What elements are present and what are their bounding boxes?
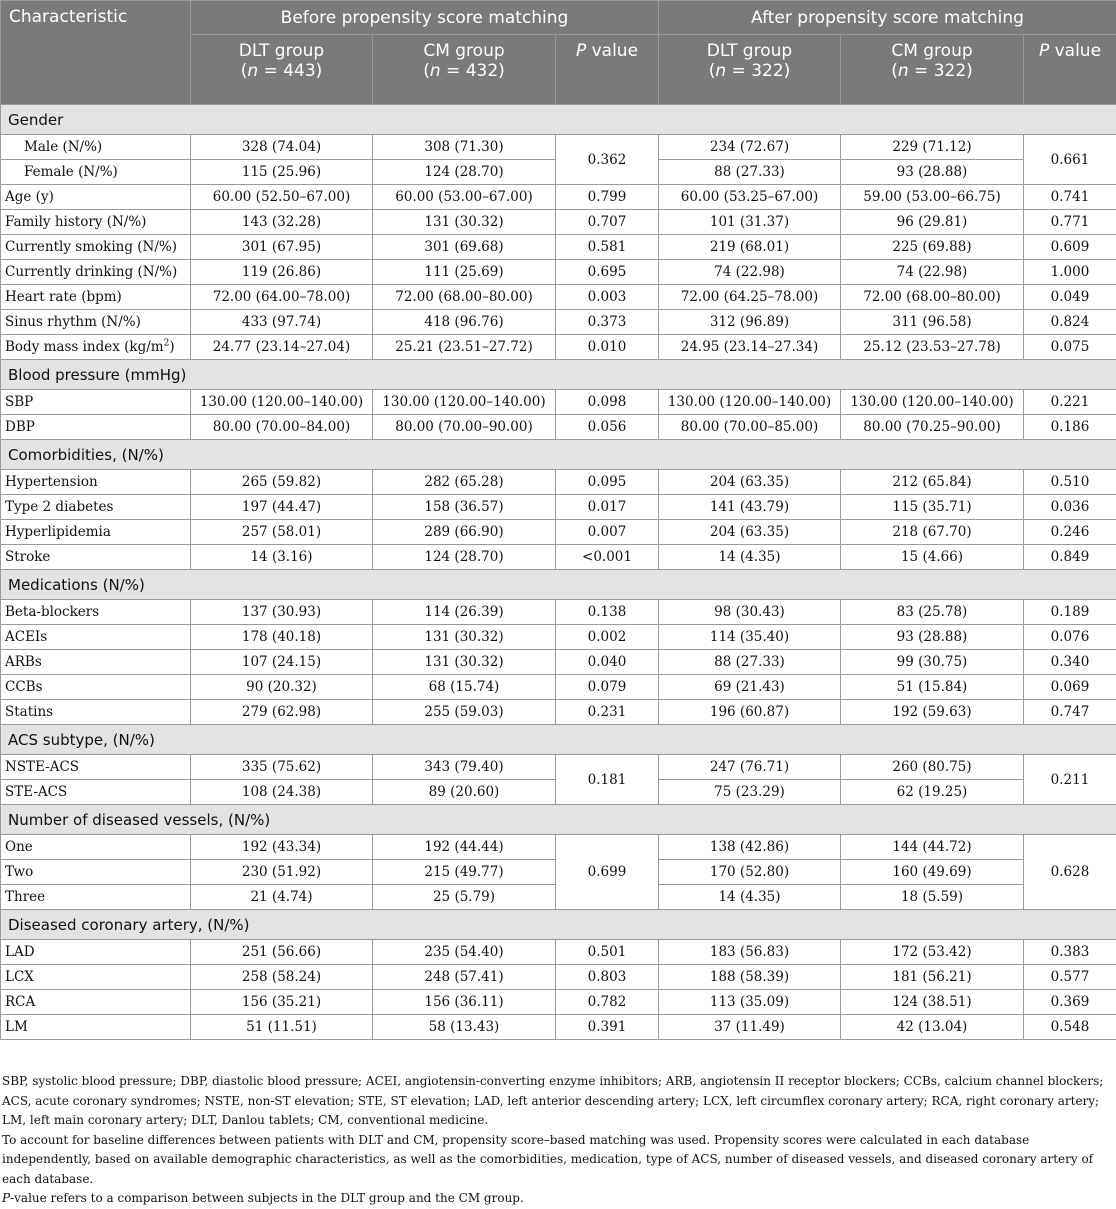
after-p-value-cell: 0.075 — [1024, 335, 1116, 360]
before-cm-cell: 289 (66.90) — [373, 520, 556, 545]
before-cm-cell: 111 (25.69) — [373, 260, 556, 285]
after-dlt-cell: 101 (31.37) — [659, 210, 841, 235]
row-label — [1, 835, 191, 860]
table-row — [1, 285, 1116, 310]
before-cm-cell: 131 (30.32) — [373, 650, 556, 675]
before-p-value-cell: 0.581 — [556, 235, 659, 260]
after-cm-cell: 311 (96.58) — [841, 310, 1024, 335]
section-row — [1, 910, 1116, 940]
before-dlt-cell: 60.00 (52.50–67.00) — [191, 185, 373, 210]
after-cm-cell: 74 (22.98) — [841, 260, 1024, 285]
after-dlt-cell: 114 (35.40) — [659, 625, 841, 650]
before-cm-cell: 215 (49.77) — [373, 860, 556, 885]
row-label — [1, 335, 191, 360]
cm-group-label: CM group — [891, 41, 972, 61]
p-symbol: P — [576, 41, 586, 61]
header-before-matching: Before propensity score matching — [191, 1, 659, 35]
before-p-value-cell: 0.391 — [556, 1015, 659, 1040]
table-row — [1, 990, 1116, 1015]
after-p-value-cell: 0.221 — [1024, 390, 1116, 415]
after-dlt-cell: 138 (42.86) — [659, 835, 841, 860]
row-label-text: LCX — [5, 969, 34, 985]
after-cm-cell: 172 (53.42) — [841, 940, 1024, 965]
before-dlt-cell: 130.00 (120.00–140.00) — [191, 390, 373, 415]
row-label-text: Three — [5, 889, 45, 905]
header-after-cm: CM group (n = 322) — [841, 35, 1024, 105]
before-dlt-cell: 197 (44.47) — [191, 495, 373, 520]
after-cm-cell: 62 (19.25) — [841, 780, 1024, 805]
after-p-value-cell: 0.747 — [1024, 700, 1116, 725]
header-before-dlt: DLT group (n = 443) — [191, 35, 373, 105]
after-dlt-cell: 60.00 (53.25–67.00) — [659, 185, 841, 210]
after-dlt-cell: 24.95 (23.14–27.34) — [659, 335, 841, 360]
table-row — [1, 390, 1116, 415]
row-label-text: Family history (N/%) — [5, 214, 146, 230]
before-dlt-cell: 107 (24.15) — [191, 650, 373, 675]
p-symbol: P — [1039, 41, 1049, 61]
row-label — [1, 470, 191, 495]
before-p-value-cell: <0.001 — [556, 545, 659, 570]
after-cm-cell: 229 (71.12) — [841, 135, 1024, 160]
row-label — [1, 755, 191, 780]
row-label — [1, 1015, 191, 1040]
after-cm-cell: 72.00 (68.00–80.00) — [841, 285, 1024, 310]
before-dlt-cell: 257 (58.01) — [191, 520, 373, 545]
after-dlt-cell: 219 (68.01) — [659, 235, 841, 260]
table-row — [1, 260, 1116, 285]
after-cm-cell: 218 (67.70) — [841, 520, 1024, 545]
table-header — [1, 1, 1116, 105]
after-dlt-cell: 14 (4.35) — [659, 545, 841, 570]
after-cm-cell: 260 (80.75) — [841, 755, 1024, 780]
after-dlt-cell: 204 (63.35) — [659, 520, 841, 545]
table-row — [1, 650, 1116, 675]
before-dlt-cell: 433 (97.74) — [191, 310, 373, 335]
after-dlt-cell: 141 (43.79) — [659, 495, 841, 520]
row-label — [1, 965, 191, 990]
after-cm-cell: 144 (44.72) — [841, 835, 1024, 860]
after-dlt-cell: 188 (58.39) — [659, 965, 841, 990]
after-p-value-cell: 0.211 — [1024, 755, 1116, 805]
after-cm-cell: 42 (13.04) — [841, 1015, 1024, 1040]
before-dlt-cell: 51 (11.51) — [191, 1015, 373, 1040]
header-after-p — [1024, 35, 1116, 105]
after-dlt-cell: 113 (35.09) — [659, 990, 841, 1015]
row-label-text: Hypertension — [5, 474, 98, 490]
before-cm-cell: 343 (79.40) — [373, 755, 556, 780]
after-dlt-cell: 14 (4.35) — [659, 885, 841, 910]
after-cm-cell: 93 (28.88) — [841, 625, 1024, 650]
after-dlt-cell: 170 (52.80) — [659, 860, 841, 885]
row-label — [1, 160, 191, 185]
before-p-value-cell: 0.007 — [556, 520, 659, 545]
row-label-text: Hyperlipidemia — [5, 524, 111, 540]
n-symbol: n — [715, 61, 726, 81]
before-cm-cell: 124 (28.70) — [373, 160, 556, 185]
before-cm-cell: 80.00 (70.00–90.00) — [373, 415, 556, 440]
section-title: Comorbidities, (N/%) — [1, 440, 1116, 470]
before-dlt-cell: 156 (35.21) — [191, 990, 373, 1015]
after-p-value-cell: 0.076 — [1024, 625, 1116, 650]
table-row — [1, 675, 1116, 700]
table-row — [1, 310, 1116, 335]
after-p-value-cell: 0.186 — [1024, 415, 1116, 440]
before-dlt-cell: 279 (62.98) — [191, 700, 373, 725]
row-label — [1, 390, 191, 415]
header-before-p — [556, 35, 659, 105]
after-dlt-cell: 74 (22.98) — [659, 260, 841, 285]
section-title: Diseased coronary artery, (N/%) — [1, 910, 1116, 940]
after-p-value-cell: 0.824 — [1024, 310, 1116, 335]
n-symbol: n — [430, 61, 441, 81]
before-p-value-cell: 0.002 — [556, 625, 659, 650]
after-p-value-cell: 0.036 — [1024, 495, 1116, 520]
before-dlt-cell: 178 (40.18) — [191, 625, 373, 650]
before-cm-cell: 25.21 (23.51–27.72) — [373, 335, 556, 360]
after-dlt-cell: 234 (72.67) — [659, 135, 841, 160]
before-cm-cell: 114 (26.39) — [373, 600, 556, 625]
cm-group-label: CM group — [423, 41, 504, 61]
section-title: Blood pressure (mmHg) — [1, 360, 1116, 390]
after-dlt-cell: 98 (30.43) — [659, 600, 841, 625]
header-characteristic: Characteristic — [1, 1, 191, 105]
before-dlt-cell: 328 (74.04) — [191, 135, 373, 160]
table-row — [1, 625, 1116, 650]
before-cm-cell: 301 (69.68) — [373, 235, 556, 260]
row-label-text: SBP — [5, 394, 33, 410]
after-dlt-cell: 72.00 (64.25–78.00) — [659, 285, 841, 310]
row-label-text: Female (N/%) — [24, 164, 118, 180]
before-cm-cell: 156 (36.11) — [373, 990, 556, 1015]
section-title: Medications (N/%) — [1, 570, 1116, 600]
after-dlt-cell: 37 (11.49) — [659, 1015, 841, 1040]
table-row — [1, 210, 1116, 235]
after-p-value-cell: 0.741 — [1024, 185, 1116, 210]
table-row — [1, 135, 1116, 160]
row-label — [1, 260, 191, 285]
before-dlt-cell: 14 (3.16) — [191, 545, 373, 570]
p-value-label: value — [1049, 41, 1101, 61]
row-label-text: Male (N/%) — [24, 139, 102, 155]
row-label — [1, 600, 191, 625]
n-before-cm: = 432) — [441, 61, 505, 81]
before-p-value-cell: 0.017 — [556, 495, 659, 520]
table-row — [1, 755, 1116, 780]
before-cm-cell: 282 (65.28) — [373, 470, 556, 495]
row-label-text: Stroke — [5, 549, 50, 565]
before-p-value-cell: 0.362 — [556, 135, 659, 185]
row-label — [1, 860, 191, 885]
before-cm-cell: 131 (30.32) — [373, 625, 556, 650]
table-row — [1, 415, 1116, 440]
after-p-value-cell: 0.246 — [1024, 520, 1116, 545]
before-p-value-cell: 0.098 — [556, 390, 659, 415]
after-dlt-cell: 88 (27.33) — [659, 650, 841, 675]
row-label — [1, 185, 191, 210]
after-p-value-cell: 0.609 — [1024, 235, 1116, 260]
before-dlt-cell: 80.00 (70.00–84.00) — [191, 415, 373, 440]
before-cm-cell: 89 (20.60) — [373, 780, 556, 805]
after-p-value-cell: 0.577 — [1024, 965, 1116, 990]
before-cm-cell: 308 (71.30) — [373, 135, 556, 160]
row-label-text: Heart rate (bpm) — [5, 289, 122, 305]
before-p-value-cell: 0.040 — [556, 650, 659, 675]
row-label — [1, 625, 191, 650]
before-p-value-cell: 0.095 — [556, 470, 659, 495]
before-cm-cell: 58 (13.43) — [373, 1015, 556, 1040]
before-dlt-cell: 258 (58.24) — [191, 965, 373, 990]
before-p-value-cell: 0.373 — [556, 310, 659, 335]
table-row — [1, 495, 1116, 520]
row-label-text: STE-ACS — [5, 784, 67, 800]
row-label-text: NSTE-ACS — [5, 759, 79, 775]
row-label — [1, 235, 191, 260]
after-p-value-cell: 1.000 — [1024, 260, 1116, 285]
before-p-value-cell: 0.782 — [556, 990, 659, 1015]
after-p-value-cell: 0.069 — [1024, 675, 1116, 700]
after-p-value-cell: 0.369 — [1024, 990, 1116, 1015]
after-cm-cell: 130.00 (120.00–140.00) — [841, 390, 1024, 415]
before-p-value-cell: 0.699 — [556, 835, 659, 910]
before-dlt-cell: 301 (67.95) — [191, 235, 373, 260]
section-row — [1, 105, 1116, 135]
after-dlt-cell: 69 (21.43) — [659, 675, 841, 700]
n-after-cm: = 322) — [909, 61, 973, 81]
after-dlt-cell: 204 (63.35) — [659, 470, 841, 495]
after-p-value-cell: 0.628 — [1024, 835, 1116, 910]
before-p-value-cell: 0.707 — [556, 210, 659, 235]
before-p-value-cell: 0.181 — [556, 755, 659, 805]
row-label — [1, 545, 191, 570]
dlt-group-label: DLT group — [239, 41, 324, 61]
row-label-tail: ) — [169, 339, 174, 355]
after-cm-cell: 15 (4.66) — [841, 545, 1024, 570]
header-after-dlt: DLT group (n = 322) — [659, 35, 841, 105]
table-row — [1, 520, 1116, 545]
header-after-matching: After propensity score matching — [659, 1, 1116, 35]
row-label-text: RCA — [5, 994, 35, 1010]
pvalue-note-text: -value refers to a comparison between subjects in the DLT group and the CM group. — [10, 1191, 524, 1205]
before-cm-cell: 418 (96.76) — [373, 310, 556, 335]
before-dlt-cell: 265 (59.82) — [191, 470, 373, 495]
table-footnotes — [0, 1072, 1114, 1209]
before-dlt-cell: 24.77 (23.14–27.04) — [191, 335, 373, 360]
before-p-value-cell: 0.501 — [556, 940, 659, 965]
n-after-dlt: = 322) — [726, 61, 790, 81]
before-dlt-cell: 143 (32.28) — [191, 210, 373, 235]
after-cm-cell: 99 (30.75) — [841, 650, 1024, 675]
before-dlt-cell: 137 (30.93) — [191, 600, 373, 625]
row-label-text: Type 2 diabetes — [5, 499, 113, 515]
after-cm-cell: 93 (28.88) — [841, 160, 1024, 185]
n-before-dlt: = 443) — [258, 61, 322, 81]
after-dlt-cell: 196 (60.87) — [659, 700, 841, 725]
before-cm-cell: 235 (54.40) — [373, 940, 556, 965]
after-p-value-cell: 0.049 — [1024, 285, 1116, 310]
table-row — [1, 1015, 1116, 1040]
table-row — [1, 545, 1116, 570]
before-dlt-cell: 90 (20.32) — [191, 675, 373, 700]
before-cm-cell: 130.00 (120.00–140.00) — [373, 390, 556, 415]
after-dlt-cell: 75 (23.29) — [659, 780, 841, 805]
before-cm-cell: 60.00 (53.00–67.00) — [373, 185, 556, 210]
after-cm-cell: 181 (56.21) — [841, 965, 1024, 990]
table-row — [1, 185, 1116, 210]
before-p-value-cell: 0.138 — [556, 600, 659, 625]
before-p-value-cell: 0.799 — [556, 185, 659, 210]
section-row — [1, 725, 1116, 755]
after-cm-cell: 212 (65.84) — [841, 470, 1024, 495]
table-row — [1, 835, 1116, 860]
section-title: Number of diseased vessels, (N/%) — [1, 805, 1116, 835]
row-label-text: Currently drinking (N/%) — [5, 264, 177, 280]
before-cm-cell: 192 (44.44) — [373, 835, 556, 860]
before-p-value-cell: 0.803 — [556, 965, 659, 990]
after-dlt-cell: 247 (76.71) — [659, 755, 841, 780]
row-label-text: DBP — [5, 419, 35, 435]
before-cm-cell: 248 (57.41) — [373, 965, 556, 990]
row-label — [1, 495, 191, 520]
before-cm-cell: 25 (5.79) — [373, 885, 556, 910]
after-cm-cell: 115 (35.71) — [841, 495, 1024, 520]
row-label — [1, 285, 191, 310]
after-p-value-cell: 0.849 — [1024, 545, 1116, 570]
after-cm-cell: 59.00 (53.00–66.75) — [841, 185, 1024, 210]
before-p-value-cell: 0.079 — [556, 675, 659, 700]
after-dlt-cell: 80.00 (70.00–85.00) — [659, 415, 841, 440]
before-dlt-cell: 251 (56.66) — [191, 940, 373, 965]
after-cm-cell: 83 (25.78) — [841, 600, 1024, 625]
header-before-cm: CM group (n = 432) — [373, 35, 556, 105]
matching-note: To account for baseline differences between patients with DLT and CM, propensity score–based matching was used. Propensity scores were calculated in each database independently, based on available demographic characteristics, as well as the comorbidities, medication, type of ACS, number of diseased vessels, and diseased coronary artery of each database. — [2, 1131, 1114, 1190]
before-cm-cell: 131 (30.32) — [373, 210, 556, 235]
row-label-text: Statins — [5, 704, 53, 720]
after-p-value-cell: 0.548 — [1024, 1015, 1116, 1040]
row-label — [1, 210, 191, 235]
before-dlt-cell: 21 (4.74) — [191, 885, 373, 910]
table-row — [1, 335, 1116, 360]
row-label-superscript: 2 — [164, 339, 170, 349]
after-dlt-cell: 88 (27.33) — [659, 160, 841, 185]
before-cm-cell: 124 (28.70) — [373, 545, 556, 570]
table-row — [1, 940, 1116, 965]
after-cm-cell: 25.12 (23.53–27.78) — [841, 335, 1024, 360]
row-label-text: Two — [5, 864, 33, 880]
before-p-value-cell: 0.231 — [556, 700, 659, 725]
row-label-text: One — [5, 839, 33, 855]
after-p-value-cell: 0.510 — [1024, 470, 1116, 495]
row-label — [1, 415, 191, 440]
row-label-text: Age (y) — [5, 189, 54, 205]
after-cm-cell: 124 (38.51) — [841, 990, 1024, 1015]
before-dlt-cell: 119 (26.86) — [191, 260, 373, 285]
table-row — [1, 965, 1116, 990]
section-row — [1, 360, 1116, 390]
row-label — [1, 650, 191, 675]
p-value-label: value — [586, 41, 638, 61]
after-p-value-cell: 0.189 — [1024, 600, 1116, 625]
row-label-text: ACEIs — [5, 629, 47, 645]
pvalue-note — [2, 1189, 1114, 1209]
table-row — [1, 600, 1116, 625]
row-label-text: Beta-blockers — [5, 604, 99, 620]
before-dlt-cell: 192 (43.34) — [191, 835, 373, 860]
before-dlt-cell: 72.00 (64.00–78.00) — [191, 285, 373, 310]
section-row — [1, 440, 1116, 470]
before-dlt-cell: 335 (75.62) — [191, 755, 373, 780]
before-p-value-cell: 0.695 — [556, 260, 659, 285]
row-label-text: ARBs — [5, 654, 42, 670]
after-cm-cell: 192 (59.63) — [841, 700, 1024, 725]
row-label — [1, 675, 191, 700]
before-dlt-cell: 230 (51.92) — [191, 860, 373, 885]
abbreviations-note: SBP, systolic blood pressure; DBP, diastolic blood pressure; ACEI, angiotensin-converting enzyme inhibitors; ARB, angiotensin II receptor blockers; CCBs, calcium channel blockers; ACS, acute coronary syndromes; NSTE, non-ST elevation; STE, ST elevation; LAD, left anterior descending artery; LCX, left circumflex coronary artery; RCA, right coronary artery; LM, left main coronary artery; DLT, Danlou tablets; CM, conventional medicine. — [2, 1072, 1114, 1131]
table-row — [1, 470, 1116, 495]
after-p-value-cell: 0.340 — [1024, 650, 1116, 675]
n-symbol: n — [247, 61, 258, 81]
after-dlt-cell: 130.00 (120.00–140.00) — [659, 390, 841, 415]
section-row — [1, 570, 1116, 600]
after-dlt-cell: 183 (56.83) — [659, 940, 841, 965]
before-cm-cell: 72.00 (68.00–80.00) — [373, 285, 556, 310]
row-label — [1, 990, 191, 1015]
row-label-text: LM — [5, 1019, 28, 1035]
table-row — [1, 235, 1116, 260]
row-label-text: LAD — [5, 944, 35, 960]
section-title: ACS subtype, (N/%) — [1, 725, 1116, 755]
before-dlt-cell: 108 (24.38) — [191, 780, 373, 805]
before-cm-cell: 68 (15.74) — [373, 675, 556, 700]
after-cm-cell: 18 (5.59) — [841, 885, 1024, 910]
p-symbol: P — [2, 1191, 10, 1205]
row-label — [1, 780, 191, 805]
before-dlt-cell: 115 (25.96) — [191, 160, 373, 185]
before-p-value-cell: 0.056 — [556, 415, 659, 440]
row-label-text: CCBs — [5, 679, 43, 695]
section-row — [1, 805, 1116, 835]
row-label-text: Sinus rhythm (N/%) — [5, 314, 141, 330]
after-cm-cell: 160 (49.69) — [841, 860, 1024, 885]
after-cm-cell: 51 (15.84) — [841, 675, 1024, 700]
row-label — [1, 940, 191, 965]
after-cm-cell: 225 (69.88) — [841, 235, 1024, 260]
after-dlt-cell: 312 (96.89) — [659, 310, 841, 335]
row-label — [1, 520, 191, 545]
table-body — [1, 105, 1116, 1040]
row-label — [1, 885, 191, 910]
row-label — [1, 310, 191, 335]
row-label — [1, 135, 191, 160]
table-row — [1, 700, 1116, 725]
after-p-value-cell: 0.661 — [1024, 135, 1116, 185]
section-title: Gender — [1, 105, 1116, 135]
row-label-text: Body mass index (kg/m — [5, 339, 164, 355]
after-cm-cell: 80.00 (70.25–90.00) — [841, 415, 1024, 440]
dlt-group-label: DLT group — [707, 41, 792, 61]
before-p-value-cell: 0.003 — [556, 285, 659, 310]
before-cm-cell: 255 (59.03) — [373, 700, 556, 725]
row-label — [1, 700, 191, 725]
after-p-value-cell: 0.771 — [1024, 210, 1116, 235]
after-cm-cell: 96 (29.81) — [841, 210, 1024, 235]
before-p-value-cell: 0.010 — [556, 335, 659, 360]
row-label-text: Currently smoking (N/%) — [5, 239, 177, 255]
after-p-value-cell: 0.383 — [1024, 940, 1116, 965]
n-symbol: n — [898, 61, 909, 81]
before-cm-cell: 158 (36.57) — [373, 495, 556, 520]
